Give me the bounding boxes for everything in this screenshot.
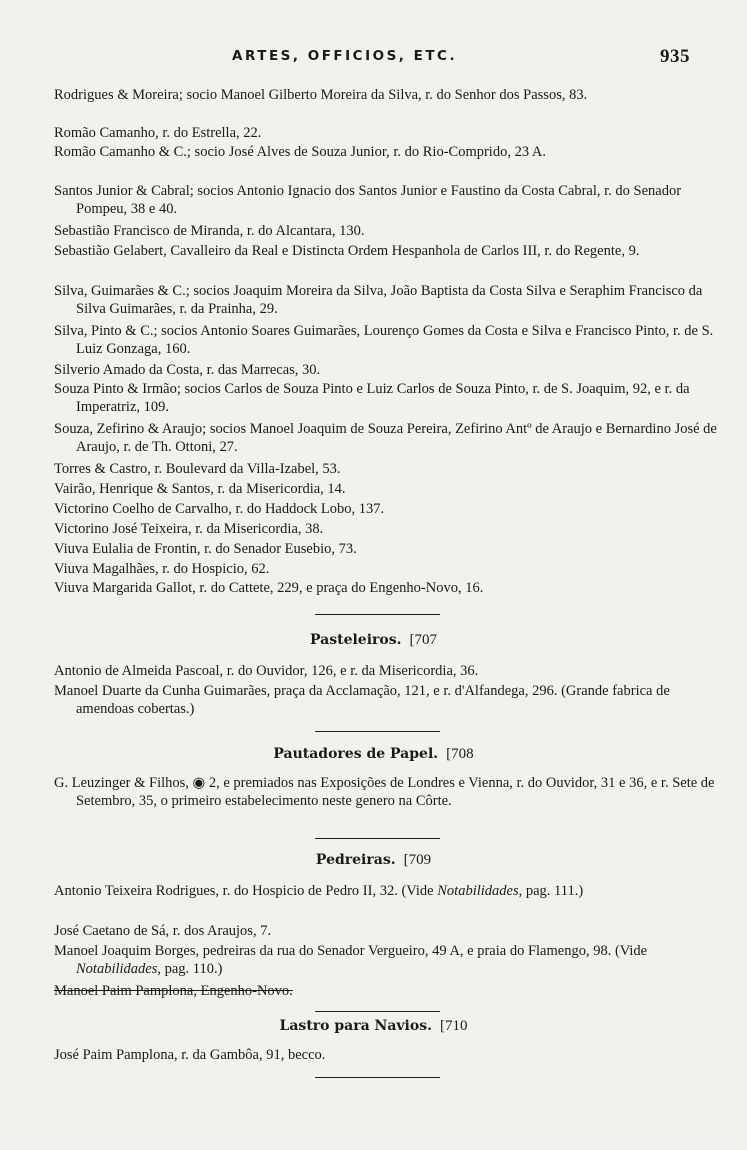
list-item: Rodrigues & Moreira; socio Manoel Gilberto Moreira da Silva, r. do Senhor dos Passos, 83. (54, 87, 588, 103)
section-divider (315, 838, 440, 839)
section-code: [709 (403, 852, 432, 868)
list-item: Sebastião Francisco de Miranda, r. do Alcantara, 130. (54, 223, 365, 239)
section-heading-pasteleiros (0, 632, 747, 649)
list-item: Silva, Pinto & C.; socios Antonio Soares Guimarães, Lourenço Gomes da Costa e Silva e Francisco Pinto, r. de S. Luiz Gonzaga, 160. (54, 323, 714, 358)
section-heading-pedreiras (0, 852, 747, 869)
section-code: [710 (439, 1018, 468, 1034)
section-heading-pautadores (0, 746, 747, 763)
section-code: [707 (409, 632, 437, 648)
list-item: Romão Camanho, r. do Estrella, 22. (54, 125, 262, 141)
list-item: Vairão, Henrique & Santos, r. da Misericordia, 14. (54, 481, 346, 497)
list-item: Sebastião Gelabert, Cavalleiro da Real e Distincta Ordem Hespanhola de Carlos III, r. do Regente, 9. (54, 243, 640, 259)
section-heading-lastro (0, 1018, 747, 1035)
list-item: Silverio Amado da Costa, r. das Marrecas, 30. (54, 362, 321, 378)
list-item: Santos Junior & Cabral; socios Antonio Ignacio dos Santos Junior e Faustino da Costa Cabral, r. do Senador Pompeu, 38 e 40. (54, 183, 682, 218)
running-title: ARTES, OFFICIOS, ETC. (232, 48, 458, 64)
list-item: Victorino José Teixeira, r. da Misericordia, 38. (54, 521, 324, 537)
section-title: Pasteleiros. (310, 632, 402, 648)
page-header (0, 48, 747, 70)
list-item: Victorino Coelho de Carvalho, r. do Haddock Lobo, 137. (54, 501, 385, 517)
list-item: Viuva Eulalia de Frontin, r. do Senador Eusebio, 73. (54, 541, 357, 557)
list-item: Souza, Zefirino & Araujo; socios Manoel Joaquim de Souza Pereira, Zefirino Antº de Araujo e Bernardino José de Araujo, r. de Th. Ottoni, 27. (54, 421, 717, 456)
list-item: José Paim Pamplona, r. da Gambôa, 91, becco. (54, 1047, 326, 1063)
list-item: Silva, Guimarães & C.; socios Joaquim Moreira da Silva, João Baptista da Costa Silva e Seraphim Francisco da Silva Guimarães, r. da Prainha, 29. (54, 283, 703, 318)
section-title: Pautadores de Papel. (273, 746, 439, 762)
list-item: Romão Camanho & C.; socio José Alves de Souza Junior, r. do Rio-Comprido, 23 A. (54, 144, 546, 160)
section-divider (315, 731, 440, 732)
list-item: Viuva Magalhães, r. do Hospicio, 62. (54, 561, 270, 577)
list-item: Manoel Paim Pamplona, Engenho-Novo. (54, 983, 293, 999)
page-number: 935 (660, 46, 690, 67)
section-code: [708 (446, 746, 474, 762)
list-item: Antonio de Almeida Pascoal, r. do Ouvidor, 126, e r. da Misericordia, 36. (54, 663, 479, 679)
list-item: Manoel Joaquim Borges, pedreiras da rua do Senador Vergueiro, 49 A, e praia do Flamengo, 98. (Vide Notabilidades, pag. 110.) (54, 943, 648, 978)
list-item: José Caetano de Sá, r. dos Araujos, 7. (54, 923, 272, 939)
section-title: Lastro para Navios. (279, 1018, 432, 1034)
section-divider (315, 614, 440, 615)
list-item: G. Leuzinger & Filhos, ◉ 2, e premiados nas Exposições de Londres e Vienna, r. do Ouvidor, 31 e 36, e r. Sete de Setembro, 35, o primeiro estabelecimento neste genero na Côrte. (54, 775, 715, 810)
section-divider (315, 1077, 440, 1078)
section-divider (315, 1011, 440, 1012)
list-item: Manoel Duarte da Cunha Guimarães, praça da Acclamação, 121, e r. d'Alfandega, 296. (Grande fabrica de amendoas cobertas.) (54, 683, 670, 718)
section-title: Pedreiras. (315, 852, 396, 868)
list-item: Viuva Margarida Gallot, r. do Cattete, 229, e praça do Engenho-Novo, 16. (54, 580, 484, 596)
list-item: Antonio Teixeira Rodrigues, r. do Hospicio de Pedro II, 32. (Vide Notabilidades, pag. 111.) (54, 883, 584, 899)
list-item: Souza Pinto & Irmão; socios Carlos de Souza Pinto e Luiz Carlos de Souza Pinto, r. de S. Joaquim, 92, e r. da Imperatriz, 109. (54, 381, 690, 416)
list-item: Torres & Castro, r. Boulevard da Villa-Izabel, 53. (54, 461, 341, 477)
